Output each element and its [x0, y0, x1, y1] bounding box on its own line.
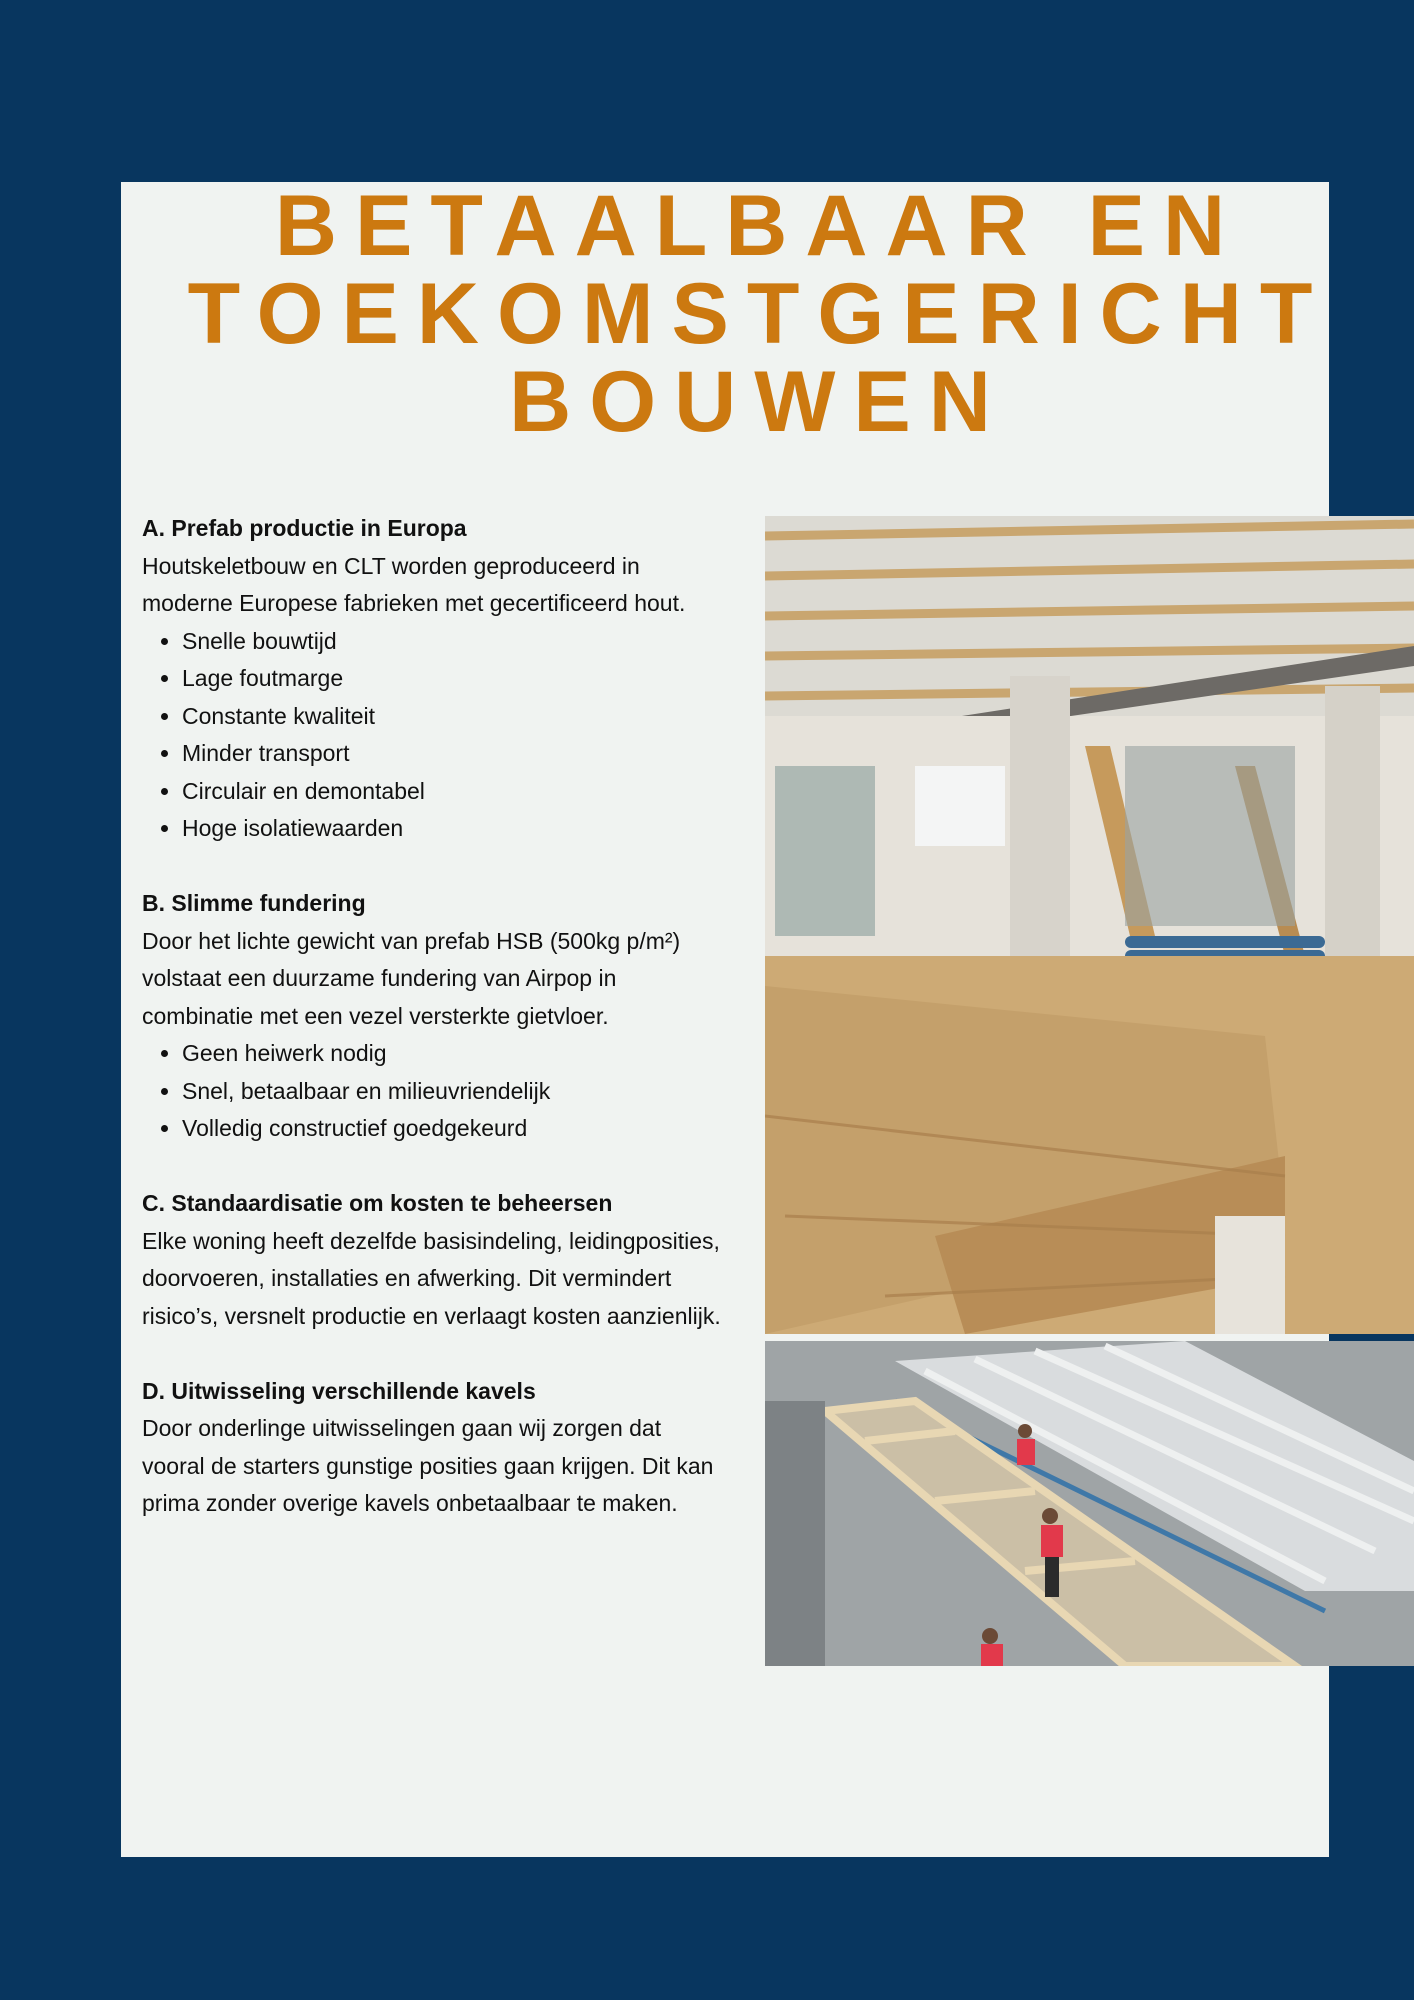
section-heading: B. Slimme fundering: [142, 890, 366, 916]
section-heading: A. Prefab productie in Europa: [142, 515, 467, 541]
list-item: • Lage foutmarge: [182, 660, 722, 698]
list-item: • Volledig constructief goedgekeurd: [182, 1110, 722, 1148]
section-standaardisatie: [142, 1185, 722, 1335]
section-prefab: [142, 510, 722, 848]
title-line-3: BOUWEN: [509, 354, 1009, 450]
list-item: • Hoge isolatiewaarden: [182, 810, 722, 848]
section-heading: D. Uitwisseling verschillende kavels: [142, 1377, 536, 1404]
list-item: • Snelle bouwtijd: [182, 623, 722, 661]
list-item: • Constante kwaliteit: [182, 698, 722, 736]
section-body: Elke woning heeft dezelfde basisindeling, leidingposities, doorvoeren, installaties en afwerking. Dit vermindert risico’s, versnelt productie en verlaagt kosten aanzienlijk.: [142, 1227, 721, 1329]
title-line-2: TOEKOMSTGERICHT: [187, 266, 1331, 362]
section-uitwisseling: [142, 1373, 722, 1523]
text-column: [142, 510, 722, 1560]
section-fundering: [142, 885, 722, 1148]
list-item: • Minder transport: [182, 735, 722, 773]
list-item: • Snel, betaalbaar en milieuvriendelijk: [182, 1073, 722, 1111]
section-heading: C. Standaardisatie om kosten te beheersen: [142, 1190, 613, 1216]
construction-interior-photo: [765, 516, 1414, 1334]
list-item: • Geen heiwerk nodig: [182, 1035, 722, 1073]
bullet-list: [142, 1035, 722, 1148]
factory-production-photo: [765, 1341, 1414, 1666]
page-title: [121, 178, 1397, 450]
list-item: • Circulair en demontabel: [182, 773, 722, 811]
bullet-list: [142, 623, 722, 848]
section-body: Door het lichte gewicht van prefab HSB (500kg p/m²) volstaat een duurzame fundering van Airpop in combinatie met een vezel versterkte gietvloer.: [142, 927, 681, 1029]
section-body: Houtskeletbouw en CLT worden geproduceerd in moderne Europese fabrieken met gecertificeerd hout.: [142, 552, 686, 616]
title-line-1: BETAALBAAR EN: [274, 178, 1244, 274]
section-body: Door onderlinge uitwisselingen gaan wij zorgen dat vooral de starters gunstige posities gaan krijgen. Dit kan prima zonder overige kavels onbetaalbaar te maken.: [142, 1415, 714, 1516]
